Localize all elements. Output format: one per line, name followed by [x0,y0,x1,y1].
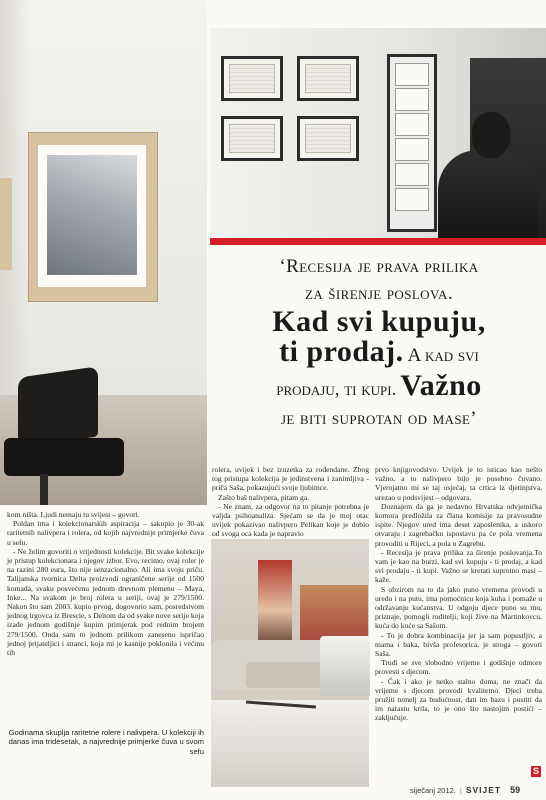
pull-quote-line: je biti suprotan od mase’ [280,408,478,429]
person-head [472,112,510,158]
person-silhouette [438,150,538,242]
office-chair-seat [4,438,124,476]
artwork-image [47,155,137,275]
framed-certificate [221,116,283,161]
pull-quote-line [212,371,546,405]
pull-quote-text: prodaju, ti kupi. [276,379,397,400]
paragraph: rolera, uvijek i bez izuzetka za rođendane. Zbog tog pristupa kolekcija je jedinstvena i zanimljiva - priča Saša, pokazujući svoje ljubimce. [212,465,369,493]
paragraph: - Čak i ako je netko stalno doma, ne znači da vrijeme s djecom provodi kvalitetno. Djeci treba pružiti temelj za budućnost, dati im bazu i pustiti da im narastu krila, to je ono što nastojim postići – zaključuje. [375,676,542,723]
article-column-1 [7,510,204,657]
paragraph: S obzirom na to da jako puno vremena provodi u uredu i na putu, ima pomoćnicu koja kuha i pomaže u održavanju kućanstva. U odgoju djece puno su mu, priznaje, pomogli roditelji, koji žive na Martinkovcu, kuća do kuće sa Sašom. [375,584,542,631]
framed-diplomas [387,54,437,232]
diploma [395,113,429,136]
paragraph: kom ništa. Ljudi nemaju tu svijest – govori. [7,510,140,519]
accent-red-bar [210,238,546,245]
pull-quote-line: za širenje poslova. [304,283,454,304]
article-column-2 [212,465,369,539]
paragraph: - Ne znam, za odgovor na to pitanje potrebna je valjda psihoanaliza. Sjećam se da je moj otac uvijek pokazivao nalivpero Pelikan koje je dobio od svoga oca kada je napravio [212,501,369,539]
paragraph: Trudi se sve slobodno vrijeme i godišnje odmore provesti s djecom. [375,658,542,677]
diploma [395,163,429,186]
paragraph: Zašto baš nalivpera, pitam ga. [218,492,310,502]
paragraph: - Ne želim govoriti o vrijednosti kolekcije. Bit svake kolekcije je pristup kolekcionara i njegov izbor. Evo, recimo, ovaj roler je na razini 280 eura, što nije senzacionalno. Ali ima svoju priču. Talijanska tvornica Delta proizvodi ograničene serije od 1500 komada, svaku posvećenu jednom drevnom plemenu – Maya, Inke... Na svakom je broj rolera u seriji, ovaj je 279/1500. Nakon što sam 2003. kupio prvog, dogovorio sam, posredstvom jednog trgovca iz Brescie, s Deltom da od svake nove serije koja izađe jednom godišnje kupim primjerak pod rednim brojem 279/1500. Onda sam to jednom prilikom zaneseno ispričao jednoj prijateljici i stranci, koja mi je kasnije poklonila i većinu tih [7,546,204,658]
laptop [320,636,370,696]
paragraph: prvo knjigovodstvo. Uvijek je to isticao kao nešto važno, a to nalivpero bilo je posebno čuvano. Vjerojatno mi se taj osjećaj, ta crtica iz djetinjstva, urezao u podsvijest – odgovara. [375,465,542,502]
article-column-3 [375,465,542,723]
diploma [395,138,429,161]
office-chair-leg [40,474,48,505]
paragraph: - Recesija je prava prilika za širenje poslovanja.To vam je kao na burzi, kad svi kupuju - ti prodaj, a kad svi prodaju - ti kupi. Važno se kretati suprotno masi – kaže. [375,547,542,585]
page-footer [410,784,520,796]
page-number: 59 [510,785,521,795]
pull-quote-line [212,337,546,371]
pull-quote-emphasis: Važno [400,369,482,402]
pull-quote-emphasis: ti prodaj. [279,335,404,368]
pull-quote-emphasis: Kad svi kupuju, [272,305,486,338]
end-mark-logo: S [532,766,539,776]
diploma [395,188,429,211]
paragraph: Poldan ima i kolekcionarskih aspiracija – sakupio je 30-ak raritetnih nalivpera i rolera, od kojih najvrednije primjerke čuva u sefu. [7,519,204,547]
photo-caption: Godinama skuplja raritetne rolere i nalivpera. U kolekciji ih danas ima tridesetak, a najvrednije primjerke čuva u svom sefu [8,728,204,756]
pull-quote-line: ‘Recesija je prava prilika [279,256,479,277]
pull-quote-text: A kad svi [407,345,479,366]
wall-painting [258,560,292,644]
issue-date: siječanj 2012. [410,785,456,795]
picture-frame-edge [0,178,12,270]
pull-quote [212,253,546,432]
framed-certificate [297,56,359,101]
paragraph: Doznajem da ga je nedavno Hrvatska odvjetnička komora predložila za člana komisije za pravosudne ispite. Njegov ured ima deset zaposlenika, a uskoro otvaraju i zagrebačku ispostavu pa će pola vremena provoditi u Rijeci, a pola u Zagrebu. [375,501,542,548]
white-desk [211,700,369,787]
framed-certificate [297,116,359,161]
paragraph: - To je dobra kombinacija jer ja sam popustljiv, a mama i baka, bivša profesorica, je stroga – govori Saša. [375,630,542,659]
diploma [395,63,429,86]
office-chair-back [18,366,98,447]
footer-separator: | [459,785,462,795]
framed-certificate [221,56,283,101]
magazine-name: SVIJET [465,785,502,795]
diploma [395,88,429,111]
